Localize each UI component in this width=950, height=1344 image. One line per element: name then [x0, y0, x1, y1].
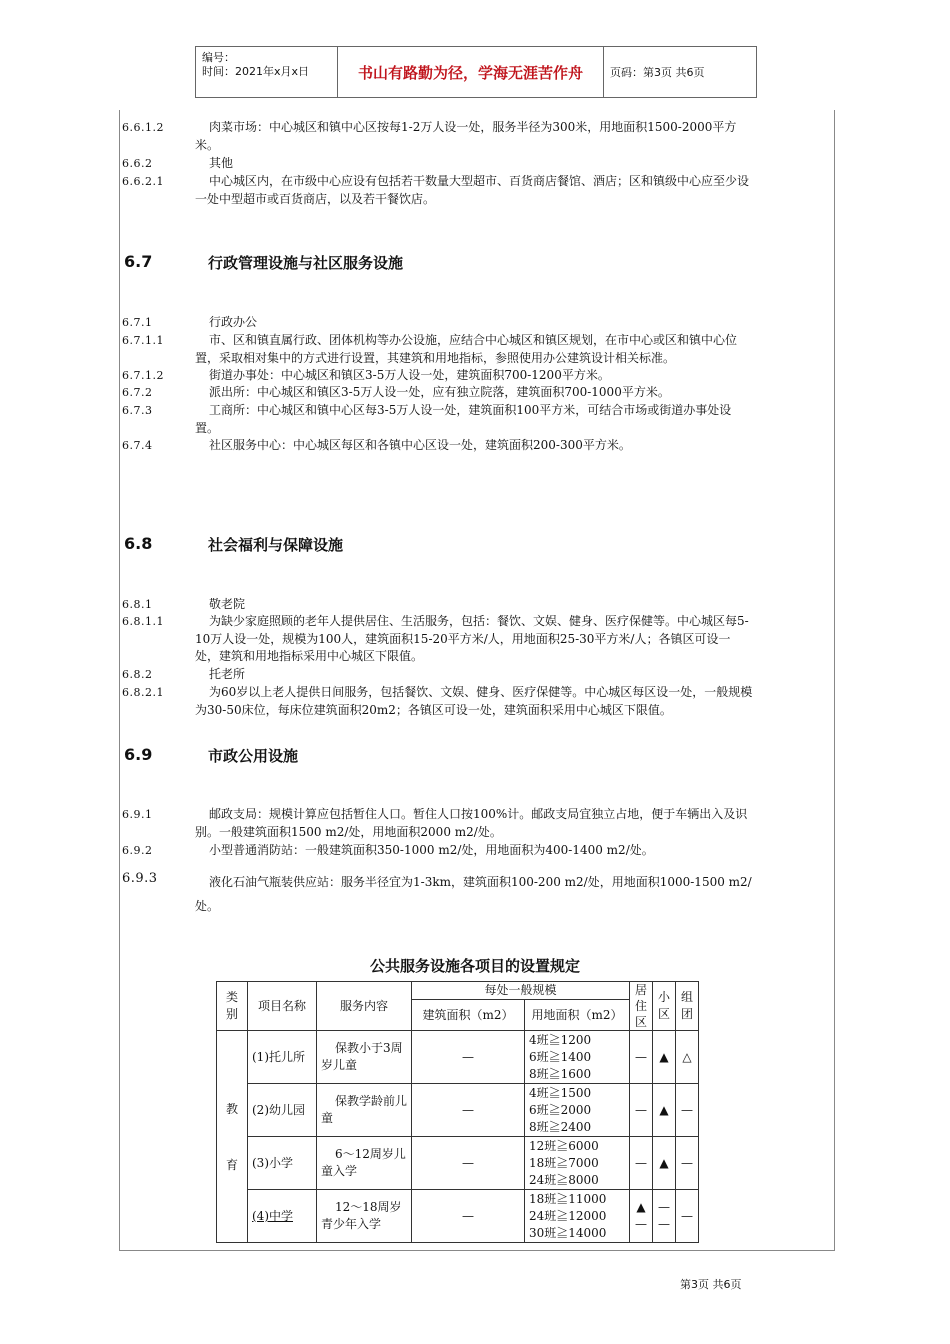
item-text: 为60岁以上老人提供日间服务，包括餐饮、文娱、健身、医疗保健等。中心城区每区设一处，一般规模 为30-50床位，每床位建筑面积20m2；各镇区可设一处，建筑面积采用中心城区下限值。: [195, 685, 753, 717]
table-header-row: [217, 982, 699, 1000]
page-footer: 第3页 共6页: [680, 1278, 742, 1291]
section-number: 6.7: [124, 252, 153, 271]
row-building: —: [412, 1031, 525, 1084]
item-text: 为缺少家庭照顾的老年人提供居住、生活服务，包括：餐饮、文娱、健身、医疗保健等。中心城区每5- 10万人设一处，规模为100人，建筑面积15-20平方米/人，用地面积25-30平方米/人；各镇区可设一 处，建筑和用地指标采用中心城区下限值。: [195, 614, 749, 663]
row-land: 4班≧1200 6班≧1400 8班≧1600: [525, 1031, 630, 1084]
row-content: 6～12周岁儿童入学: [317, 1137, 412, 1190]
item-number: 6.7.2: [122, 386, 153, 399]
item-text: 街道办事处：中心城区和镇区3-5万人设一处，建筑面积700-1200平方米。: [209, 368, 610, 382]
row-building: —: [412, 1190, 525, 1243]
table-title: 公共服务设施各项目的设置规定: [369, 957, 580, 975]
col-name: 项目名称: [248, 982, 317, 1031]
row-name: (2)幼儿园: [248, 1084, 317, 1137]
row-residential: —: [630, 1084, 653, 1137]
item-text: 派出所：中心城区和镇区3-5万人设一处，应有独立院落，建筑面积700-1000平方米。: [209, 385, 670, 399]
code-label: 编号：: [202, 51, 235, 64]
col-group: 组团: [676, 982, 699, 1031]
row-content: 12～18周岁青少年入学: [317, 1190, 412, 1243]
item-text: 液化石油气瓶装供应站：服务半径宜为1-3km，建筑面积100-200 m2/处，用地面积1000-1500 m2/ 处。: [195, 875, 752, 913]
item-number: 6.6.2: [122, 157, 153, 170]
header-meta: [196, 47, 338, 97]
item-text: 行政办公: [209, 315, 258, 329]
item-number: 6.7.3: [122, 404, 153, 417]
item-number: 6.9.2: [122, 844, 153, 857]
table-row: [217, 1031, 699, 1084]
col-district: 小区: [653, 982, 676, 1031]
col-residential: 居住区: [630, 982, 653, 1031]
col-content: 服务内容: [317, 982, 412, 1031]
item-text: 肉菜市场：中心城区和镇中心区按每1-2万人设一处，服务半径为300米，用地面积1500-2000平方 米。: [195, 120, 737, 152]
item-text: 敬老院: [209, 597, 246, 611]
table-row: [217, 1084, 699, 1137]
section-number: 6.8: [124, 534, 153, 553]
row-land: 12班≧6000 18班≧7000 24班≧8000: [525, 1137, 630, 1190]
item-text: 其他: [209, 156, 234, 170]
row-content: 保教小于3周岁儿童: [317, 1031, 412, 1084]
row-district: ▲: [653, 1137, 676, 1190]
row-group: —: [676, 1084, 699, 1137]
item-number: 6.9.1: [122, 808, 153, 821]
col-land-area: 用地面积（m2）: [525, 1000, 630, 1031]
row-district: ▲: [653, 1031, 676, 1084]
row-group: —: [676, 1190, 699, 1243]
row-district: — —: [653, 1190, 676, 1243]
item-text: 小型普通消防站：一般建筑面积350-1000 m2/处，用地面积为400-1400 m2/处。: [209, 843, 654, 857]
item-text: 市、区和镇直属行政、团体机构等办公设施，应结合中心城区和镇区规划，在市中心或区和镇中心位 置，采取相对集中的方式进行设置，其建筑和用地指标，参照使用办公建筑设计相关标准。: [195, 333, 738, 365]
item-number: 6.7.4: [122, 439, 153, 452]
section-title: 行政管理设施与社区服务设施: [208, 254, 404, 272]
section-title: 市政公用设施: [208, 747, 299, 765]
item-number: 6.8.2.1: [122, 686, 164, 699]
row-group: △: [676, 1031, 699, 1084]
section-number: 6.9: [124, 745, 153, 764]
row-content: 保教学龄前儿童: [317, 1084, 412, 1137]
row-group: —: [676, 1137, 699, 1190]
item-text: 邮政支局：规模计算应包括暂住人口。暂住人口按100%计。邮政支局宜独立占地，便于车辆出入及识 别。一般建筑面积1500 m2/处，用地面积2000 m2/处。: [195, 807, 748, 839]
col-building-area: 建筑面积（m2）: [412, 1000, 525, 1031]
table-row: [217, 1137, 699, 1190]
item-number: 6.7.1.1: [122, 334, 164, 347]
item-text: 工商所：中心城区和镇中心区每3-5万人设一处，建筑面积100平方米，可结合市场或街道办事处设 置。: [195, 403, 732, 435]
item-number: 6.8.1: [122, 598, 153, 611]
row-residential: —: [630, 1031, 653, 1084]
item-number: 6.6.1.2: [122, 121, 164, 134]
row-district: ▲: [653, 1084, 676, 1137]
table-row: [217, 1190, 699, 1243]
item-text: 托老所: [209, 667, 246, 681]
row-name: (4)中学: [248, 1190, 317, 1243]
col-category: 类别: [217, 982, 248, 1031]
date-label: 时间：2021年x月x日: [202, 65, 310, 78]
row-building: —: [412, 1084, 525, 1137]
item-number: 6.7.1: [122, 316, 153, 329]
col-scale: 每处一般规模: [412, 982, 630, 1000]
row-name: (3)小学: [248, 1137, 317, 1190]
row-land: 4班≧1500 6班≧2000 8班≧2400: [525, 1084, 630, 1137]
item-text: 社区服务中心：中心城区每区和各镇中心区设一处，建筑面积200-300平方米。: [209, 438, 631, 452]
item-number: 6.8.1.1: [122, 615, 164, 628]
row-name: (1)托儿所: [248, 1031, 317, 1084]
item-number: 6.9.3: [122, 871, 158, 886]
item-text: 中心城区内，在市级中心应设有包括若干数量大型超市、百货商店餐馆、酒店；区和镇级中心应至少设 一处中型超市或百货商店，以及若干餐饮店。: [195, 174, 750, 206]
header-motto: 书山有路勤为径，学海无涯苦作舟: [338, 47, 604, 97]
header-page: 页码：第3页 共6页: [610, 66, 705, 79]
item-number: 6.7.1.2: [122, 369, 164, 382]
row-residential: ▲ —: [630, 1190, 653, 1243]
row-residential: —: [630, 1137, 653, 1190]
item-number: 6.6.2.1: [122, 175, 164, 188]
section-title: 社会福利与保障设施: [208, 536, 344, 554]
item-number: 6.8.2: [122, 668, 153, 681]
row-land: 18班≧11000 24班≧12000 30班≧14000: [525, 1190, 630, 1243]
category-cell: 教育: [217, 1031, 248, 1243]
row-building: —: [412, 1137, 525, 1190]
page-header: [195, 46, 757, 98]
facility-table: [216, 981, 699, 1243]
